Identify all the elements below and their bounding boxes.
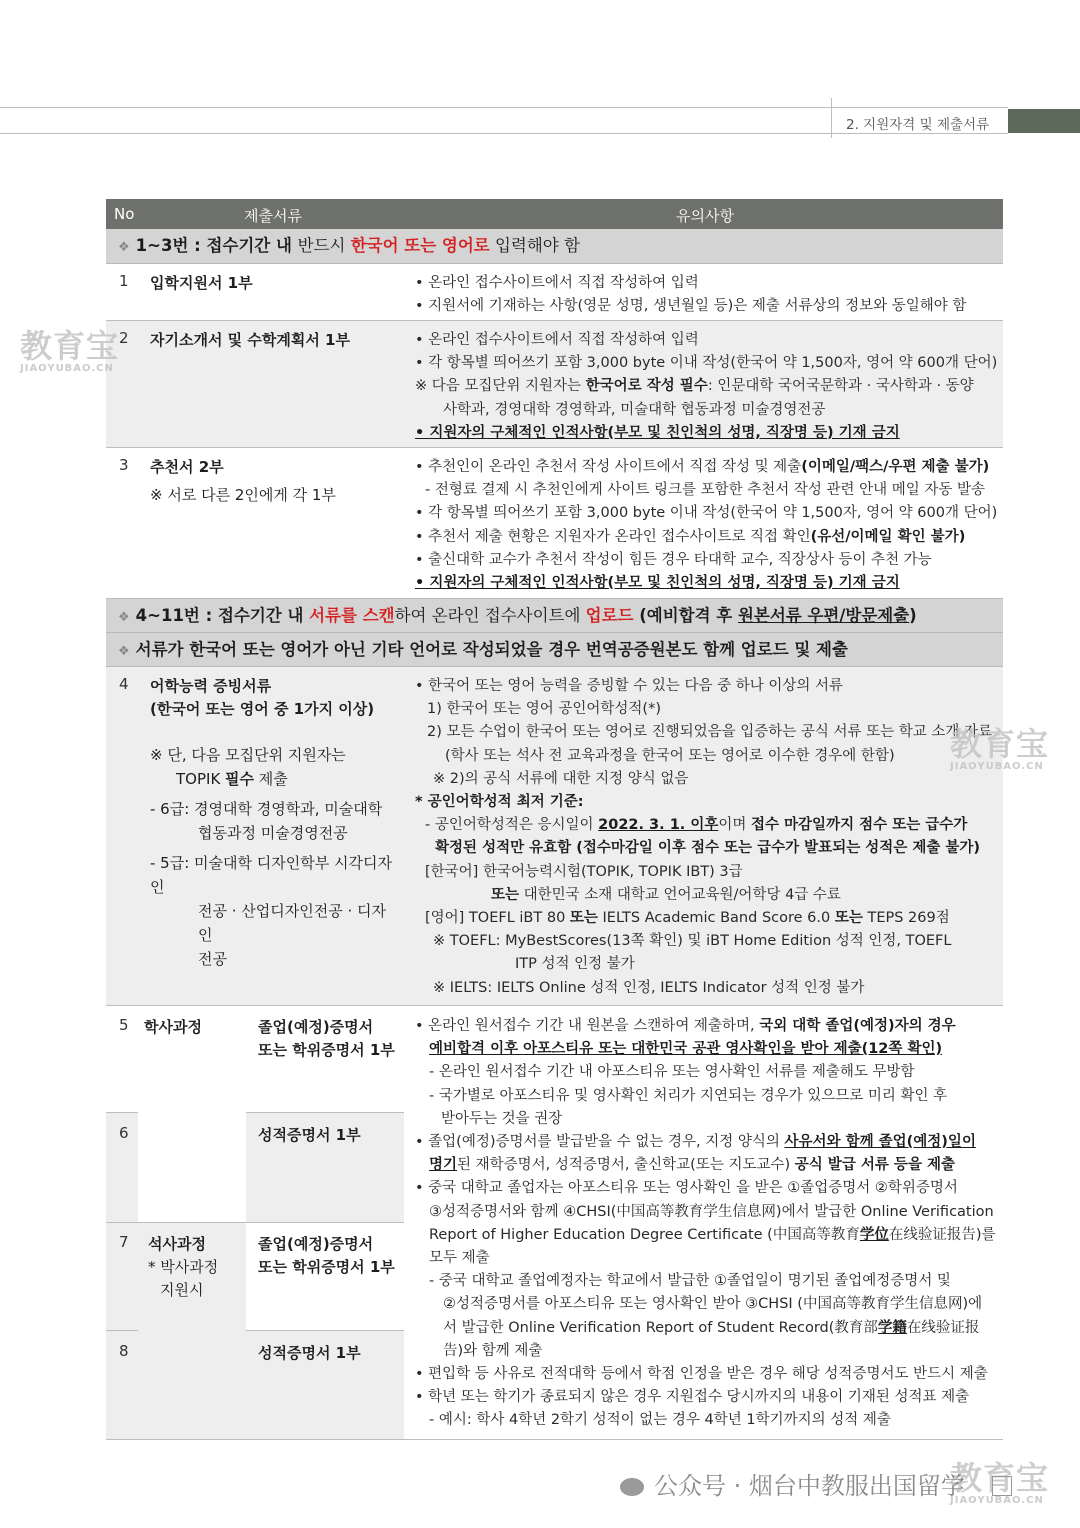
degree-label: 학사과정	[144, 1018, 202, 1036]
footer-caption: 公众号 · 烟台中教服出国留学	[620, 1466, 965, 1501]
wechat-icon	[620, 1478, 644, 1496]
row-number: 4	[119, 675, 129, 693]
row-number: 2	[119, 329, 129, 347]
requirements-table	[106, 199, 1003, 1440]
doc-cell: 어학능력 증빙서류 (한국어 또는 영어 중 1가지 이상) ※ 단, 다음 모집단위 지원자는 TOPIK 필수 제출 - 6급: 경영대학 경영학과, 미술대학 협동과정 미술경영전공 - 5급: 미술대학 디자인학부 시각디자인 전공 · 산업디자인전공 · 디자인 전공	[150, 677, 392, 968]
watermark-logo: 教育宝 JIAOYUBAO.CN	[950, 1459, 1050, 1506]
notes: • 한국어 또는 영어 능력을 증빙할 수 있는 다음 중 하나 이상의 서류 1) 한국어 또는 영어 공인어학성적(*) 2) 모든 수업이 한국어 또는 영어로 진행되었음을 입증하는 공식 서류 또는 학교 소개 자료 (학사 또는 석사 전 교육과정을 한국어 또는 영어로 이수한 경우에 한함) ※ 2)의 공식 서류에 대한 지정 양식 없음 * 공인어학성적 최저 기준: - 공인어학성적은 응시일이 2022. 3. 1. 이후이며 접수 마감일까지 점수 또는 급수가 확정된 성적만 유효함 (접수마감일 이후 점수 또는 급수가 발표되는 성적은 제출 불가) [한국어] 한국어능력시험(TOPIK, TOPIK IBT) 3급 또는 대한민국 소재 대학교 언어교육원/어학당 4급 수료 [영어] TOEFL iBT 80 또는 IELTS Academic Band Score 6.0 또는 TEPS 269점 ※ TOEFL: MyBestScores(13쪽 확인) 및 iBT Home Edition 성적 인정, TOEFL ITP 성적 인정 불가 ※ IELTS: IELTS Online 성적 인정, IELTS Indicator 성적 인정 불가	[415, 678, 993, 996]
table-row	[106, 448, 1003, 599]
section-banner-2: ❖ 4~11번 : 접수기간 내 서류를 스캔하여 온라인 접수사이트에 업로드 (예비합격 후 원본서류 우편/방문제출)	[106, 599, 1003, 633]
notes: • 온라인 접수사이트에서 직접 작성하여 입력 • 각 항목별 띄어쓰기 포함 3,000 byte 이내 작성(한국어 약 1,500자, 영어 약 600개 단어) ※ 다음 모집단위 지원자는 한국어로 작성 필수: 인문대학 국어국문학과 · 국사학과 · 동양 사학과, 경영대학 경영학과, 미술대학 협동과정 미술경영전공 • 지원자의 구체적인 인적사항(부모 및 친인척의 성명, 직장명 등) 기재 금지	[415, 332, 998, 441]
table-row-group	[106, 1006, 1003, 1440]
notes: • 온라인 원서접수 기간 내 원본을 스캔하여 제출하며, 국외 대학 졸업(예정)자의 경우 예비합격 이후 아포스티유 또는 대한민국 공관 영사확인을 받아 제출(12쪽 확인) - 온라인 원서접수 기간 내 아포스티유 또는 영사확인 서류를 제출해도 무방함 - 국가별로 아포스티유 및 영사확인 처리가 지연되는 경우가 있으므로 미리 확인 후 받아두는 것을 권장 • 졸업(예정)증명서를 발급받을 수 없는 경우, 지정 양식의 사유서와 함께 졸업(예정)일이 명기된 재학증명서, 성적증명서, 출신학교(또는 지도교수) 공식 발급 서류 등을 제출 • 중국 대학교 졸업자는 아포스티유 또는 영사확인 을 받은 ①졸업증명서 ②학위증명서 ③성적증명서와 함께 ④CHSI(中国高等教育学生信息网)에서 발급한 Online Verification Report of Higher Education Degree Certificate (中国高等教育学位在线验证报告)를 모두 제출 - 중국 대학교 졸업예정자는 학교에서 발급한 ①졸업일이 명기된 졸업예정증명서 및 ②성적증명서를 아포스티유 또는 영사확인 받아 ③CHSI (中国高等教育学生信息网)에 서 발급한 Online Verification Report of Student Record(教育部学籍在线验证报 告)와 함께 제출 • 편입학 등 사유로 전적대학 등에서 학점 인정을 받은 경우 해당 성적증명서도 반드시 제출 • 학년 또는 학기가 종료되지 않은 경우 지원접수 당시까지의 내용이 기재된 성적표 제출 - 예시: 학사 4학년 2학기 성적이 없는 경우 4학년 1학기까지의 성적 제출	[415, 1018, 996, 1429]
notes: • 온라인 접수사이트에서 직접 작성하여 입력 • 지원서에 기재하는 사항(영문 성명, 생년월일 등)은 제출 서류상의 정보와 동일해야 함	[415, 275, 967, 315]
diamond-icon: ❖	[118, 240, 130, 255]
doc-name: 자기소개서 및 수학계획서 1부	[150, 331, 350, 349]
degree-label: 석사과정 * 박사과정 지원시	[148, 1235, 219, 1299]
section-banner-1: ❖ 1~3번 : 접수기간 내 반드시 한국어 또는 영어로 입력해야 함	[106, 229, 1003, 264]
watermark-logo: 教育宝 JIAOYUBAO.CN	[20, 327, 120, 374]
row-number: 3	[119, 456, 129, 474]
row-number: 6	[119, 1124, 129, 1142]
row-number: 8	[119, 1342, 129, 1360]
section-title: 2. 지원자격 및 제출서류	[846, 117, 990, 133]
doc-name: 입학지원서 1부	[150, 274, 253, 292]
diamond-icon: ❖	[118, 610, 130, 625]
doc-name: 성적증명서 1부	[258, 1126, 361, 1144]
header-line	[0, 133, 1008, 134]
doc-note: ※ 서로 다른 2인에게 각 1부	[150, 486, 336, 504]
doc-name: 성적증명서 1부	[258, 1344, 361, 1362]
page-number	[992, 1476, 1012, 1496]
row-number: 5	[119, 1016, 129, 1034]
table-row	[106, 321, 1003, 448]
col-notes: 유의사항	[676, 207, 734, 225]
row-number: 7	[119, 1233, 129, 1251]
doc-name: 졸업(예정)증명서 또는 학위증명서 1부	[258, 1018, 395, 1059]
header-accent-block	[1008, 109, 1080, 133]
header-divider	[831, 98, 832, 138]
table-row	[106, 264, 1003, 321]
doc-name: 추천서 2부	[150, 458, 224, 476]
table-header	[106, 199, 1003, 229]
diamond-icon: ❖	[118, 644, 130, 659]
doc-name: 졸업(예정)증명서 또는 학위증명서 1부	[258, 1235, 395, 1276]
watermark-logo: 教育宝 JIAOYUBAO.CN	[950, 725, 1050, 772]
header-line	[0, 107, 1008, 108]
row-number: 1	[119, 272, 129, 290]
col-no: No	[114, 205, 135, 223]
table-row	[106, 667, 1003, 1006]
col-doc: 제출서류	[244, 207, 302, 225]
notes: • 추천인이 온라인 추천서 작성 사이트에서 직접 작성 및 제출(이메일/팩스/우편 제출 불가) - 전형료 결제 시 추천인에게 사이트 링크를 포함한 추천서 작성 관련 안내 메일 자동 발송 • 각 항목별 띄어쓰기 포함 3,000 byte 이내 작성(한국어 약 1,500자, 영어 약 600개 단어) • 추천서 제출 현황은 지원자가 온라인 접수사이트로 직접 확인(유선/이메일 확인 불가) • 출신대학 교수가 추천서 작성이 힘든 경우 타대학 교수, 직장상사 등이 추천 가능 • 지원자의 구체적인 인적사항(부모 및 친인척의 성명, 직장명 등) 기재 금지	[415, 459, 998, 592]
section-banner-3: ❖ 서류가 한국어 또는 영어가 아닌 기타 언어로 작성되었을 경우 번역공증원본도 함께 업로드 및 제출	[106, 633, 1003, 667]
